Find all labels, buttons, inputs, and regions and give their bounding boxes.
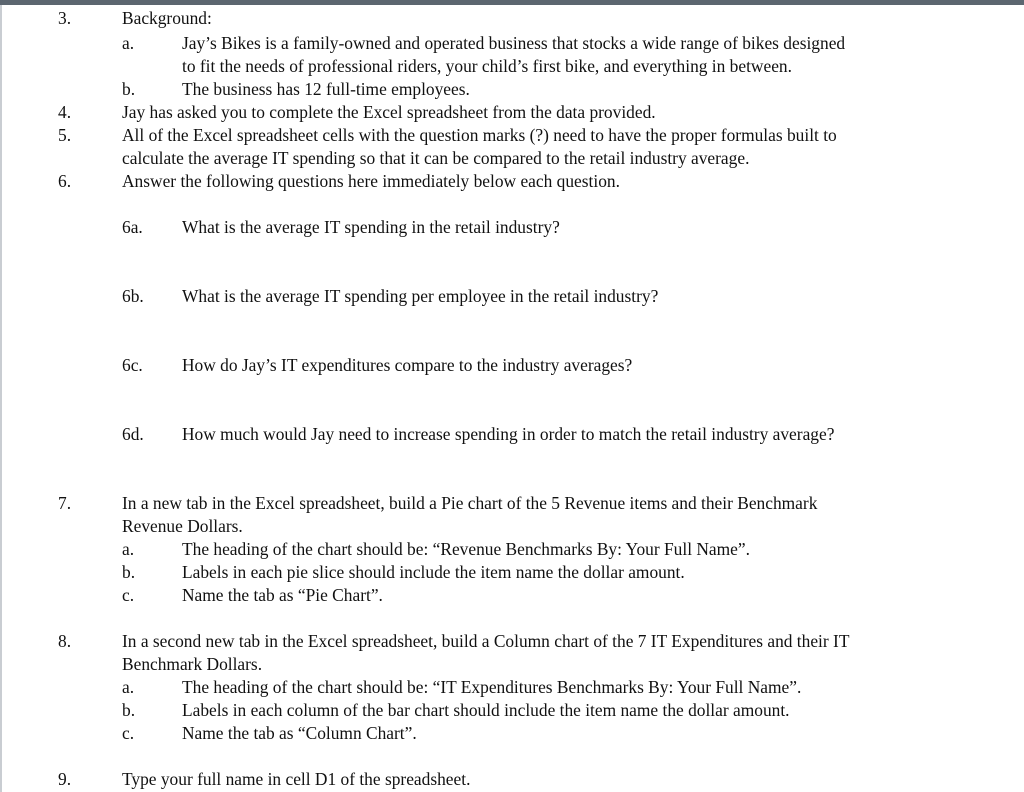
question-text: What is the average IT spending per employee in the retail industry? — [182, 286, 659, 306]
item-text: All of the Excel spreadsheet cells with the question marks (?) need to have the proper formulas built to — [122, 125, 837, 145]
item-number: 6. — [58, 171, 72, 191]
question-label: 6c. — [122, 355, 143, 375]
sub-text: The heading of the chart should be: “Revenue Benchmarks By: Your Full Name”. — [182, 539, 750, 559]
page-left-edge — [0, 5, 2, 792]
sub-letter: c. — [122, 585, 135, 605]
question-label: 6b. — [122, 286, 144, 306]
sub-text: Jay’s Bikes is a family-owned and operated business that stocks a wide range of bikes designed — [182, 33, 846, 53]
question-label: 6a. — [122, 217, 143, 237]
item-number: 8. — [58, 631, 72, 651]
item-text: Benchmark Dollars. — [122, 654, 263, 674]
window-top-border — [0, 0, 1024, 5]
item-number: 3. — [58, 8, 72, 28]
sub-text: to fit the needs of professional riders, your child’s first bike, and everything in between. — [182, 56, 792, 76]
item-text: Answer the following questions here immediately below each question. — [122, 171, 620, 191]
sub-text: The business has 12 full-time employees. — [182, 79, 470, 99]
sub-text: Labels in each column of the bar chart should include the item name the dollar amount. — [182, 700, 790, 720]
sub-letter: a. — [122, 677, 135, 697]
sub-text: The heading of the chart should be: “IT Expenditures Benchmarks By: Your Full Name”. — [182, 677, 802, 697]
item-text: Revenue Dollars. — [122, 516, 243, 536]
question-text: How do Jay’s IT expenditures compare to the industry averages? — [182, 355, 633, 375]
item-number: 4. — [58, 102, 72, 122]
sub-text: Name the tab as “Pie Chart”. — [182, 585, 383, 605]
question-text: How much would Jay need to increase spending in order to match the retail industry average? — [182, 424, 835, 444]
item-text: In a new tab in the Excel spreadsheet, build a Pie chart of the 5 Revenue items and their Benchmark — [122, 493, 818, 513]
sub-letter: b. — [122, 79, 136, 99]
sub-letter: b. — [122, 700, 136, 720]
item-text: In a second new tab in the Excel spreadsheet, build a Column chart of the 7 IT Expenditures and their IT — [122, 631, 850, 651]
item-text: Jay has asked you to complete the Excel spreadsheet from the data provided. — [122, 102, 656, 122]
sub-text: Name the tab as “Column Chart”. — [182, 723, 417, 743]
sub-letter: c. — [122, 723, 135, 743]
item-number: 9. — [58, 769, 72, 789]
item-number: 7. — [58, 493, 72, 513]
sub-letter: b. — [122, 562, 136, 582]
item-number: 5. — [58, 125, 72, 145]
question-label: 6d. — [122, 424, 144, 444]
item-text: calculate the average IT spending so that it can be compared to the retail industry average. — [122, 148, 750, 168]
item-text: Type your full name in cell D1 of the spreadsheet. — [122, 769, 471, 789]
item-title: Background: — [122, 8, 212, 28]
sub-letter: a. — [122, 539, 135, 559]
sub-letter: a. — [122, 33, 135, 53]
question-text: What is the average IT spending in the retail industry? — [182, 217, 560, 237]
sub-text: Labels in each pie slice should include the item name the dollar amount. — [182, 562, 685, 582]
